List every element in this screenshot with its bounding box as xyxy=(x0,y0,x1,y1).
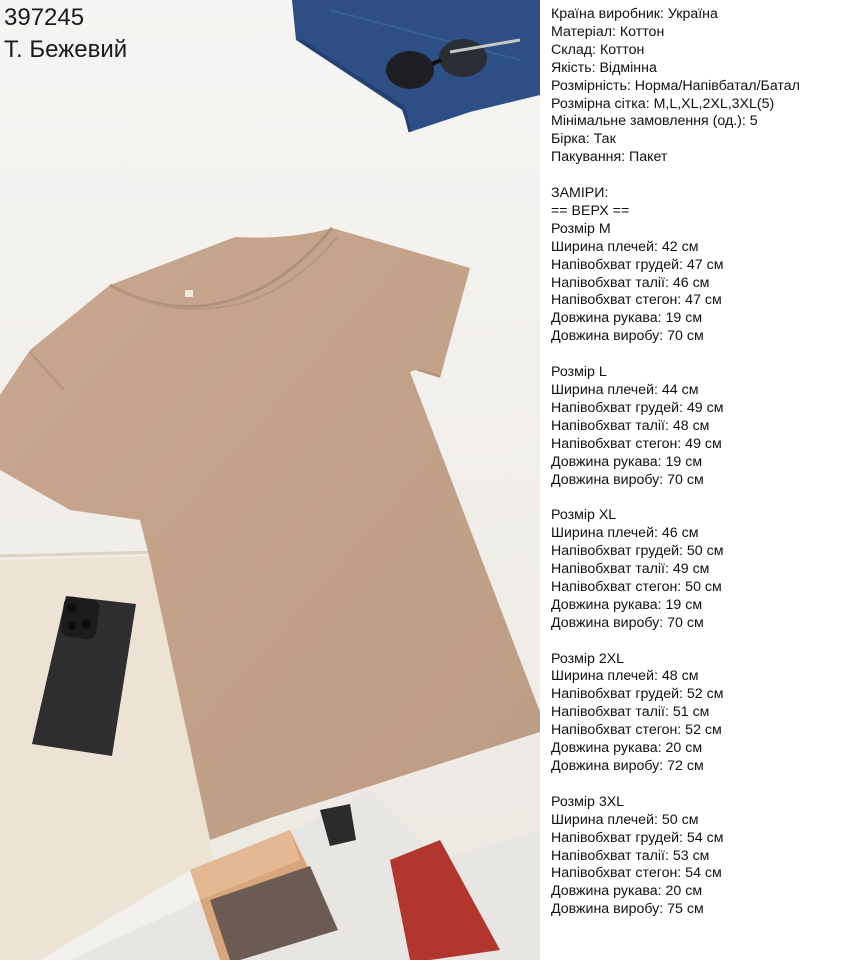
measure-row: Довжина виробу: 72 см xyxy=(551,758,704,774)
measure-row: Ширина плечей: 46 см xyxy=(551,525,699,542)
measure-row: Ширина плечей: 50 см xyxy=(551,811,699,828)
size-block-l xyxy=(551,364,843,489)
measure-row: Напівобхват грудей: 47 см xyxy=(551,256,724,273)
measure-row: Довжина рукава: 20 см xyxy=(551,883,703,900)
size-title: Розмір 2XL xyxy=(551,650,625,667)
measure-row: Напівобхват талії: 51 см xyxy=(551,704,710,721)
measure-row: Напівобхват грудей: 49 см xyxy=(551,399,724,416)
measure-row: Напівобхват грудей: 54 см xyxy=(551,829,724,846)
spec-packaging: Пакування: Пакет xyxy=(551,149,668,166)
size-title: Розмір L xyxy=(551,364,607,381)
measure-row: Довжина виробу: 70 см xyxy=(551,328,704,345)
measure-row: Довжина виробу: 70 см xyxy=(551,614,704,631)
measure-row: Довжина рукава: 19 см xyxy=(551,596,703,613)
spec-size-range: Розмірна сітка: M,L,XL,2XL,3XL(5) xyxy=(551,95,775,112)
size-title: Розмір 3XL xyxy=(551,793,625,810)
measure-row: Довжина рукава: 19 см xyxy=(551,310,703,327)
measure-row: Напівобхват стегон: 52 см xyxy=(551,722,722,739)
measure-row: Напівобхват стегон: 50 см xyxy=(551,578,722,595)
measure-row: Напівобхват талії: 49 см xyxy=(551,561,710,578)
measure-row: Ширина плечей: 48 см xyxy=(551,668,699,685)
measure-row: Напівобхват талії: 46 см xyxy=(551,274,710,291)
product-color: Т. Бежевий xyxy=(4,36,128,63)
measure-row: Напівобхват стегон: 49 см xyxy=(551,435,722,452)
measure-row: Напівобхват талії: 53 см xyxy=(551,847,710,864)
product-specs xyxy=(551,6,843,919)
measure-row: Довжина рукава: 19 см xyxy=(551,453,703,470)
spec-min-order: Мінімальне замовлення (од.): 5 xyxy=(551,113,758,130)
measure-row: Довжина рукава: 20 см xyxy=(551,740,703,757)
size-block-3xl xyxy=(551,794,843,919)
product-code: 397245 xyxy=(4,4,85,31)
spec-tag: Бірка: Так xyxy=(551,131,616,148)
size-title: Розмір XL xyxy=(551,507,617,524)
spec-quality: Якість: Відмінна xyxy=(551,59,657,76)
measure-row: Ширина плечей: 42 см xyxy=(551,238,699,255)
measure-row: Напівобхват талії: 48 см xyxy=(551,417,710,434)
spec-fit: Розмірність: Норма/Напівбатал/Батал xyxy=(551,77,800,94)
measure-row: Напівобхват стегон: 47 см xyxy=(551,292,722,309)
measure-row: Довжина виробу: 75 см xyxy=(551,901,704,918)
measure-row: Напівобхват грудей: 52 см xyxy=(551,686,724,703)
size-block-2xl xyxy=(551,651,843,776)
spec-material: Матеріал: Коттон xyxy=(551,23,665,40)
measure-row: Напівобхват стегон: 54 см xyxy=(551,865,722,882)
measurements-title: ЗАМІРИ: xyxy=(551,185,609,202)
size-title: Розмір M xyxy=(551,220,611,237)
measure-row: Довжина виробу: 70 см xyxy=(551,471,704,488)
spec-country: Країна виробник: Україна xyxy=(551,6,718,22)
size-block-xl xyxy=(551,507,843,632)
measure-row: Напівобхват грудей: 50 см xyxy=(551,543,724,560)
section-title: == ВЕРХ == xyxy=(551,202,630,219)
size-block-m xyxy=(551,221,843,346)
measure-row: Ширина плечей: 44 см xyxy=(551,382,699,398)
spec-composition: Склад: Коттон xyxy=(551,41,645,58)
